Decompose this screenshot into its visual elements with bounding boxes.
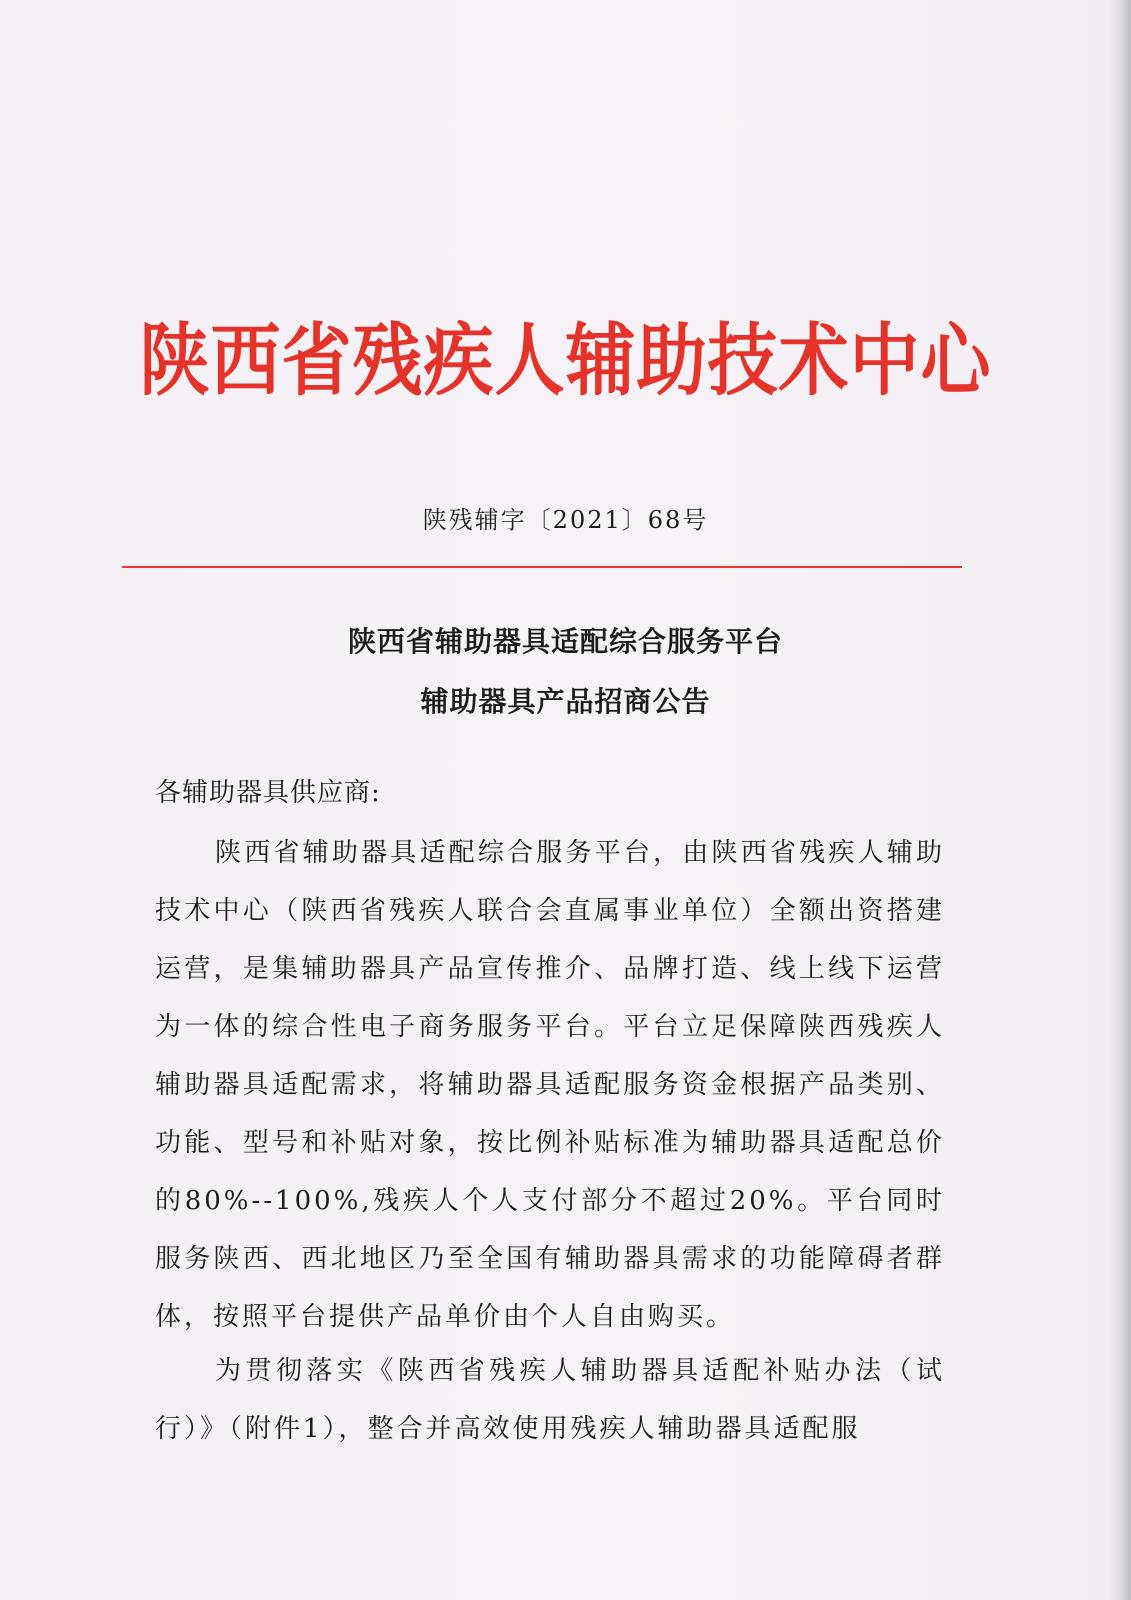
- body-paragraph-1: 陕西省辅助器具适配综合服务平台，由陕西省残疾人辅助技术中心（陕西省残疾人联合会直属事业单位）全额出资搭建运营，是集辅助器具产品宣传推介、品牌打造、线上线下运营为一体的综合性电子商务服务平台。平台立足保障陕西残疾人辅助器具适配需求，将辅助器具适配服务资金根据产品类别、功能、型号和补贴对象，按比例补贴标准为辅助器具适配总价的80%--100%,残疾人个人支付部分不超过20%。平台同时服务陕西、西北地区乃至全国有辅助器具需求的功能障碍者群体，按照平台提供产品单价由个人自由购买。: [155, 838, 945, 1332]
- letterhead-red-rule: [122, 566, 962, 568]
- salutation: 各辅助器具供应商:: [155, 778, 381, 808]
- notice-title-line-1: 陕西省辅助器具适配综合服务平台: [347, 625, 783, 658]
- agency-letterhead-title: 陕西省残疾人辅助技术中心: [139, 314, 992, 407]
- scan-page-edge-shadow: [1109, 0, 1131, 1600]
- document-number: 陕残辅字〔2021〕68号: [422, 506, 709, 534]
- notice-title-line-2: 辅助器具产品招商公告: [420, 685, 711, 718]
- body-paragraph-2: 为贯彻落实《陕西省残疾人辅助器具适配补贴办法（试行）》（附件1），整合并高效使用残疾人辅助器具适配服: [155, 1356, 945, 1444]
